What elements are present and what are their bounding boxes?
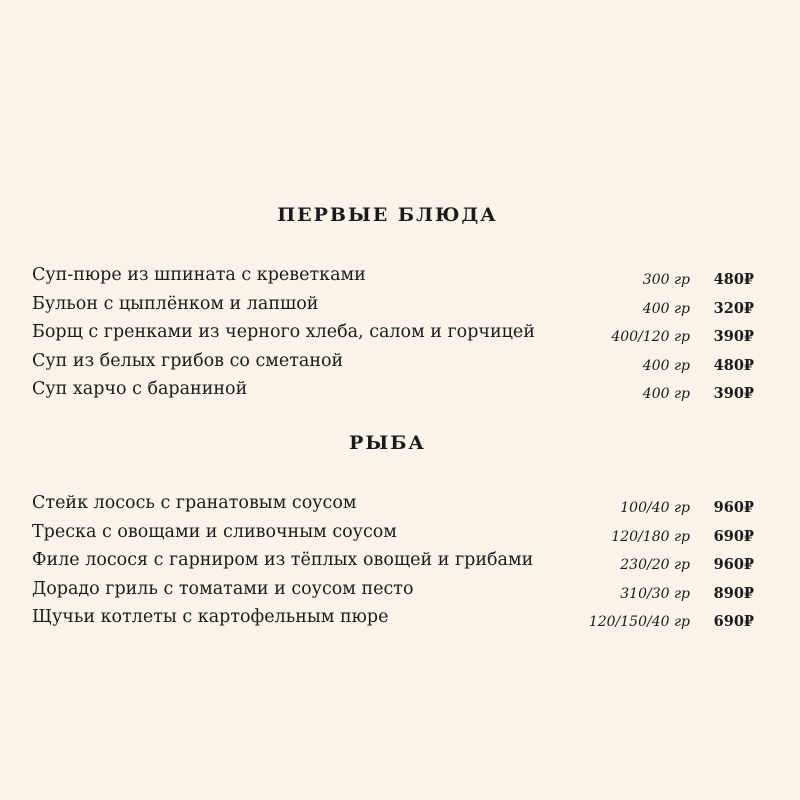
menu-item	[32, 578, 754, 607]
item-name: Борщ с гренками из черного хлеба, салом и горчицей	[32, 322, 535, 342]
menu-list-first-courses	[32, 264, 754, 407]
item-weight: 400 гр	[642, 357, 690, 374]
item-weight: 310/30 гр	[620, 585, 690, 602]
menu-item	[32, 492, 754, 521]
item-weight: 400/120 гр	[611, 329, 690, 345]
item-name: Суп харчо с бараниной	[32, 379, 248, 399]
item-price: 390₽	[713, 328, 754, 345]
menu-item	[32, 321, 754, 350]
item-name: Суп-пюре из шпината с креветками	[32, 265, 366, 285]
item-weight: 120/150/40 гр	[588, 614, 690, 630]
menu-item	[32, 350, 754, 379]
item-price: 960₽	[713, 499, 754, 516]
item-price: 320₽	[713, 299, 754, 317]
item-price: 390₽	[713, 385, 754, 402]
item-price: 890₽	[713, 584, 754, 602]
item-price: 960₽	[713, 556, 754, 573]
item-name: Филе лосося с гарниром из тёплых овощей и грибами	[32, 550, 534, 570]
section-title-first-courses: ПЕРВЫЕ БЛЮДА	[277, 204, 498, 226]
item-weight: 300 гр	[642, 272, 690, 288]
menu-item	[32, 378, 754, 407]
item-weight: 230/20 гр	[620, 557, 690, 573]
section-title-fish: РЫБА	[349, 432, 426, 454]
item-price: 480₽	[713, 356, 754, 374]
item-weight: 100/40 гр	[620, 500, 690, 516]
item-price: 690₽	[713, 613, 754, 630]
item-price: 690₽	[713, 527, 754, 545]
item-weight: 400 гр	[642, 386, 690, 402]
item-name: Суп из белых грибов со сметаной	[32, 350, 344, 371]
menu-item	[32, 293, 754, 322]
item-name: Стейк лосось с гранатовым соусом	[32, 493, 357, 513]
menu-item	[32, 521, 754, 550]
item-weight: 120/180 гр	[611, 528, 690, 545]
item-name: Бульон с цыплёнком и лапшой	[32, 293, 319, 314]
item-price: 480₽	[713, 271, 754, 288]
menu-item	[32, 549, 754, 578]
menu-item	[32, 264, 754, 293]
menu-item	[32, 606, 754, 635]
item-name: Щучьи котлеты с картофельным пюре	[32, 607, 389, 627]
item-weight: 400 гр	[642, 300, 690, 317]
item-name: Дорадо гриль с томатами и соусом песто	[32, 578, 414, 599]
item-name: Треска с овощами и сливочным соусом	[32, 521, 397, 542]
menu-list-fish	[32, 492, 754, 635]
